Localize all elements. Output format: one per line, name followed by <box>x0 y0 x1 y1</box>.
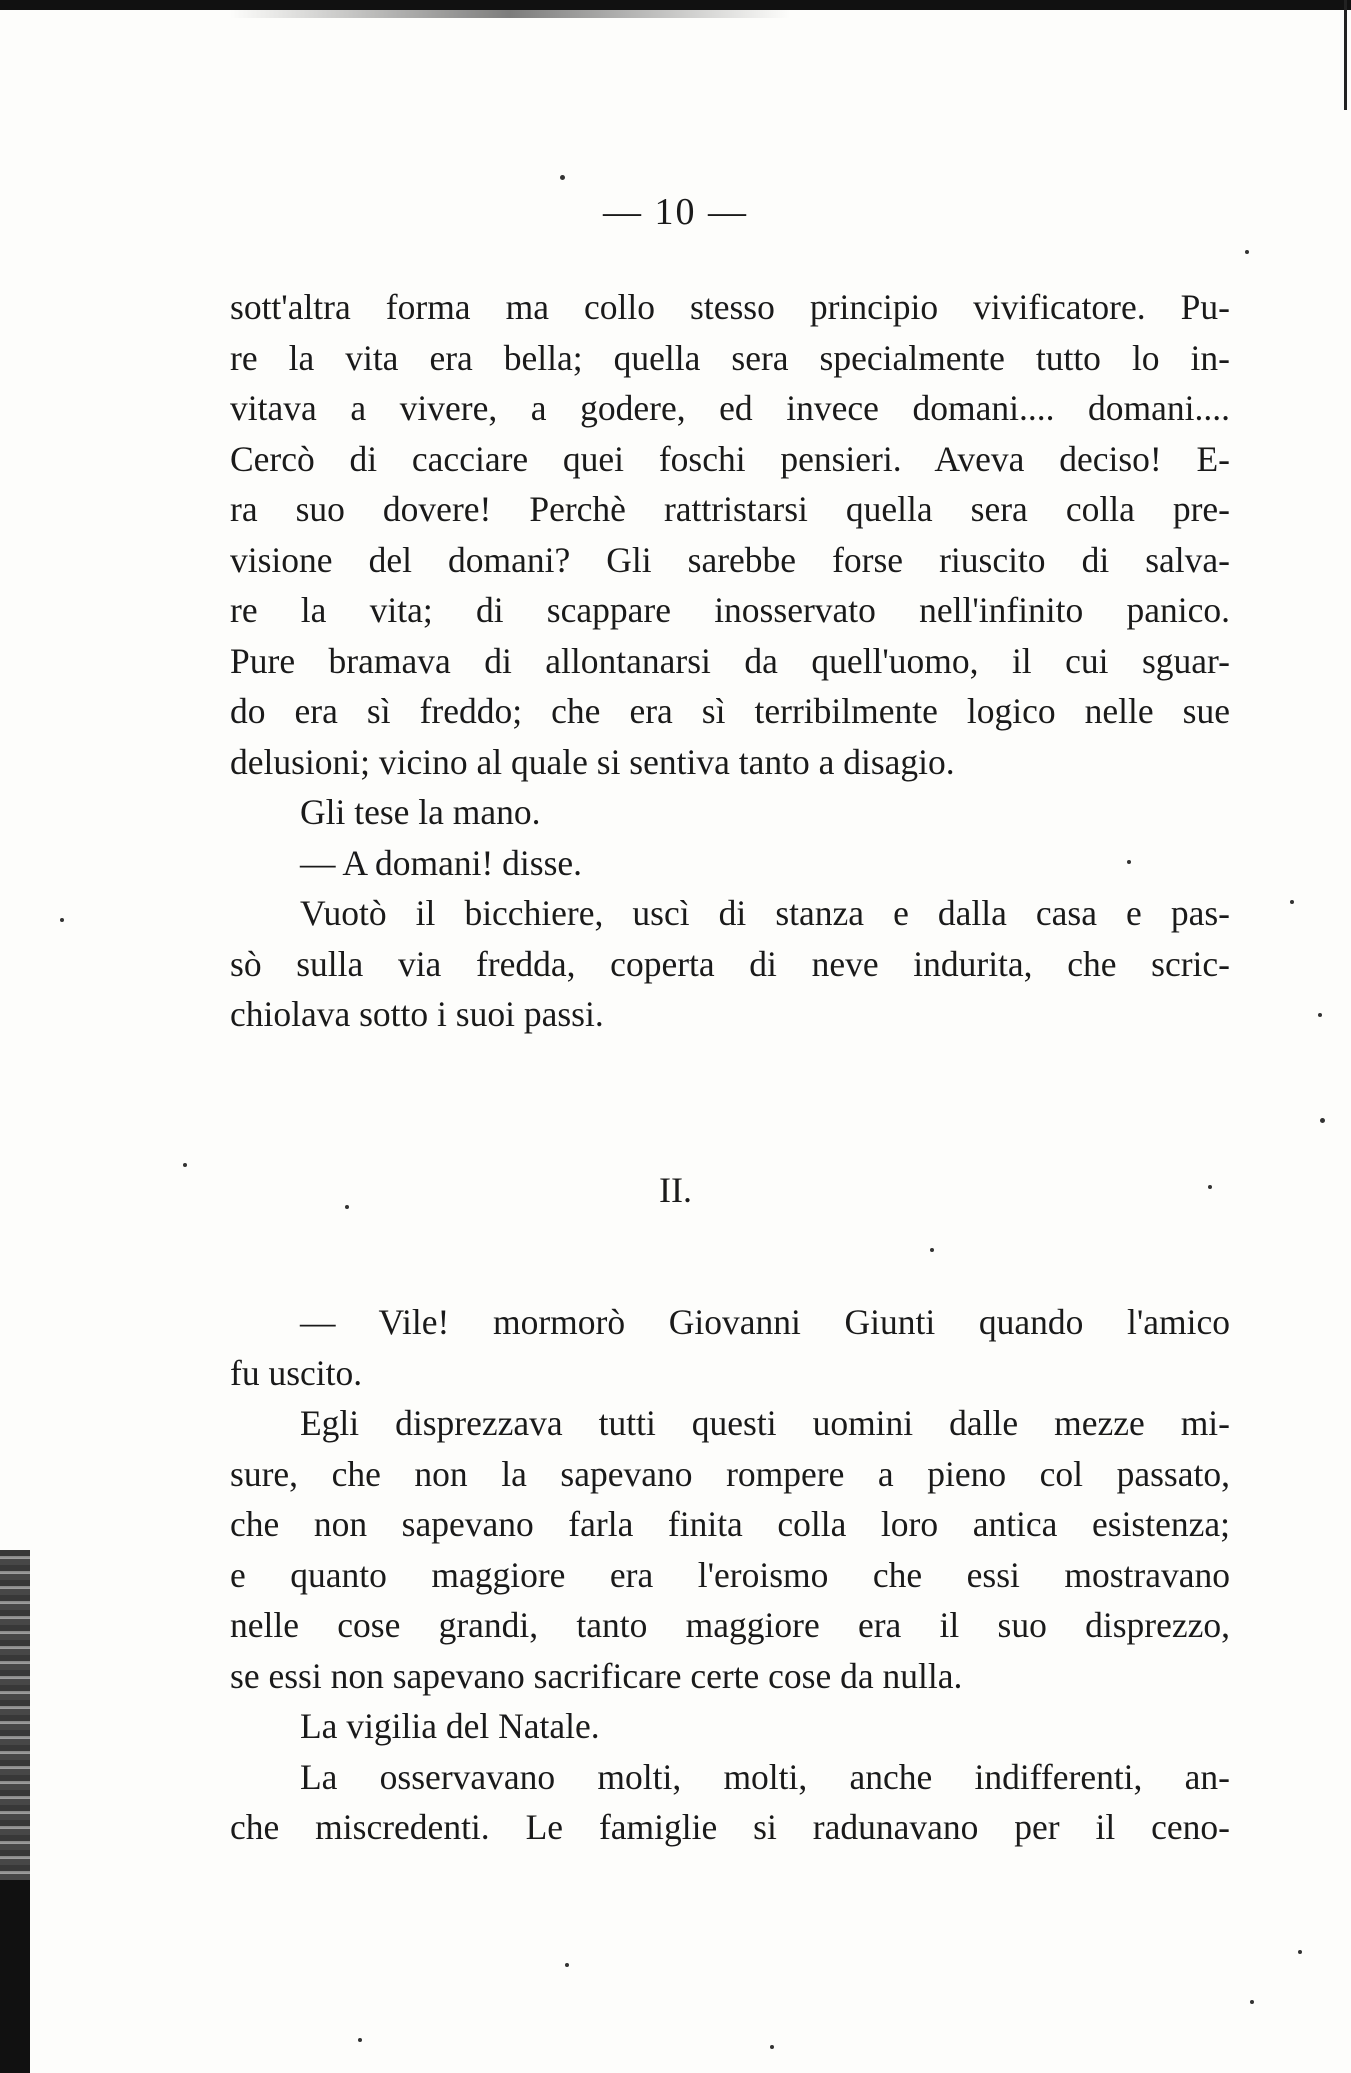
text-line: Cercò di cacciare quei foschi pensieri. Aveva deciso! E- <box>230 438 1230 479</box>
text-line: sò sulla via fredda, coperta di neve indurita, che scric- <box>230 943 1230 984</box>
text-line: vitava a vivere, a godere, ed invece domani.... domani.... <box>230 388 1230 428</box>
text-line: che non sapevano farla finita colla loro antica esistenza; <box>230 1504 1230 1544</box>
scan-speck <box>565 1963 569 1967</box>
text-block-top <box>230 282 1230 1040</box>
text-line: visione del domani? Gli sarebbe forse riuscito di salva- <box>230 539 1230 580</box>
paragraph <box>230 1398 1230 1701</box>
text-block-bottom <box>230 1297 1230 1853</box>
scan-speck <box>1245 250 1249 254</box>
text-line: fu uscito. <box>230 1352 363 1393</box>
scan-top-shadow <box>230 10 790 18</box>
text-line: ra suo dovere! Perchè rattristarsi quella sera colla pre- <box>230 489 1230 529</box>
text-line: do era sì freddo; che era sì terribilmente logico nelle sue <box>230 691 1230 731</box>
text-line: Vuotò il bicchiere, uscì di stanza e dalla casa e pas- <box>300 893 1230 933</box>
text-line: Egli disprezzava tutti questi uomini dalle mezze mi- <box>300 1403 1230 1443</box>
text-line: La osservavano molti, molti, anche indifferenti, an- <box>300 1756 1230 1797</box>
scan-speck <box>60 918 64 922</box>
text-line: chiolava sotto i suoi passi. <box>230 994 604 1034</box>
page-number: — 10 — <box>603 191 748 233</box>
scan-speck <box>1320 1118 1325 1123</box>
scan-speck <box>770 2045 774 2049</box>
scan-speck <box>1290 900 1294 904</box>
paragraph <box>230 1297 1230 1398</box>
text-line: — A domani! disse. <box>300 842 583 883</box>
paragraph <box>230 838 1230 889</box>
text-line: e quanto maggiore era l'eroismo che essi mostravano <box>230 1554 1230 1595</box>
scan-speck <box>930 1248 934 1252</box>
scan-right-edge <box>1344 0 1347 110</box>
paragraph <box>230 1701 1230 1752</box>
text-line: re la vita; di scappare inosservato nell'infinito panico. <box>230 590 1230 630</box>
paragraph <box>230 787 1230 838</box>
scan-binding-shadow <box>0 1880 30 2073</box>
text-line: Gli tese la mano. <box>300 792 541 832</box>
text-line: La vigilia del Natale. <box>300 1706 600 1746</box>
text-line: nelle cose grandi, tanto maggiore era il suo disprezzo, <box>230 1605 1230 1645</box>
text-line: Pure bramava di allontanarsi da quell'uomo, il cui sguar- <box>230 640 1230 681</box>
text-line: delusioni; vicino al quale si sentiva tanto a disagio. <box>230 741 955 782</box>
paragraph <box>230 1752 1230 1853</box>
scan-speck <box>358 2038 362 2042</box>
section-heading: II. <box>659 1170 692 1210</box>
scan-speck <box>183 1163 187 1167</box>
text-line: sott'altra forma ma collo stesso principio vivificatore. Pu- <box>230 287 1230 327</box>
scan-speck <box>560 175 565 180</box>
scan-speck <box>1298 1950 1302 1954</box>
scan-top-edge <box>0 0 1351 10</box>
scan-speck <box>1250 2000 1254 2004</box>
text-line: — Vile! mormorò Giovanni Giunti quando l'amico <box>300 1302 1230 1342</box>
text-line: che miscredenti. Le famiglie si radunavano per il ceno- <box>230 1807 1230 1847</box>
text-line: sure, che non la sapevano rompere a pieno col passato, <box>230 1453 1230 1494</box>
paragraph <box>230 888 1230 1040</box>
text-line: se essi non sapevano sacrificare certe cose da nulla. <box>230 1655 963 1696</box>
text-line: re la vita era bella; quella sera specialmente tutto lo in- <box>230 337 1230 378</box>
paragraph <box>230 282 1230 787</box>
scan-speck <box>1318 1013 1322 1017</box>
